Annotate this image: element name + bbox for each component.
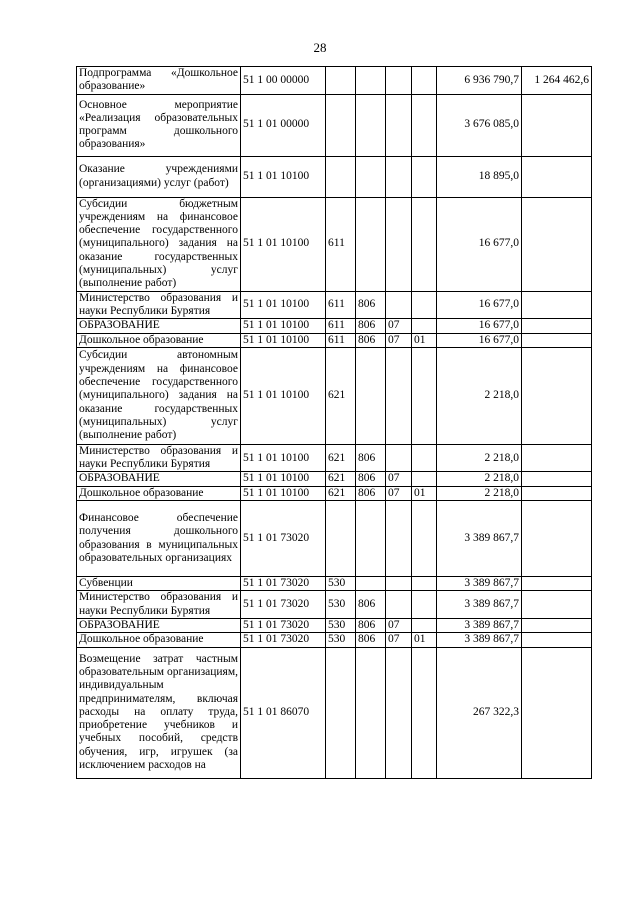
cell-sum2 [522,633,592,647]
cell-code: 51 1 01 10100 [241,444,326,472]
cell-name: Министерство образования и науки Республики Бурятия [77,444,241,472]
cell-rz [386,501,412,577]
cell-sum1: 2 218,0 [437,472,522,486]
cell-grbs [356,67,386,95]
cell-grbs [356,577,386,591]
cell-code: 51 1 01 10100 [241,319,326,333]
cell-sum2 [522,347,592,444]
cell-name: Субсидии автономным учреждениям на финансовое обеспечение государственного (муниципального) задания на оказание государственных (муниципальных) услуг (выполнение работ) [77,347,241,444]
cell-pr [412,501,437,577]
cell-rz [386,591,412,619]
cell-name: Подпрограмма «Дошкольное образование» [77,67,241,95]
cell-vr: 611 [326,197,356,291]
cell-sum1: 2 218,0 [437,444,522,472]
table-row [77,577,592,591]
table-row [77,94,592,156]
cell-sum1: 3 389 867,7 [437,501,522,577]
cell-sum2 [522,319,592,333]
cell-rz [386,197,412,291]
page-number: 28 [313,40,327,55]
cell-rz: 07 [386,472,412,486]
cell-code: 51 1 01 10100 [241,486,326,500]
cell-sum1: 3 389 867,7 [437,618,522,632]
cell-code: 51 1 01 10100 [241,197,326,291]
cell-pr [412,347,437,444]
cell-grbs [356,94,386,156]
cell-pr [412,444,437,472]
cell-vr: 621 [326,472,356,486]
cell-sum2: 1 264 462,6 [522,67,592,95]
cell-sum2 [522,333,592,347]
cell-sum1: 2 218,0 [437,347,522,444]
cell-sum1: 16 677,0 [437,197,522,291]
cell-name: Министерство образования и науки Республики Бурятия [77,291,241,319]
cell-rz [386,347,412,444]
cell-rz: 07 [386,333,412,347]
cell-grbs: 806 [356,472,386,486]
cell-vr [326,501,356,577]
table-row [77,67,592,95]
cell-vr [326,647,356,778]
cell-pr: 01 [412,486,437,500]
cell-rz [386,577,412,591]
cell-name: Субвенции [77,577,241,591]
cell-sum2 [522,618,592,632]
cell-grbs: 806 [356,291,386,319]
cell-sum2 [522,486,592,500]
cell-vr [326,156,356,197]
cell-pr [412,156,437,197]
cell-name: Министерство образования и науки Республики Бурятия [77,591,241,619]
cell-vr: 621 [326,444,356,472]
cell-rz [386,94,412,156]
cell-code: 51 1 01 73020 [241,618,326,632]
cell-sum1: 16 677,0 [437,333,522,347]
cell-pr [412,319,437,333]
cell-code: 51 1 01 73020 [241,591,326,619]
cell-grbs [356,647,386,778]
table-row [77,618,592,632]
cell-name: ОБРАЗОВАНИЕ [77,319,241,333]
cell-sum2 [522,444,592,472]
cell-rz: 07 [386,319,412,333]
cell-pr [412,67,437,95]
cell-vr: 611 [326,333,356,347]
cell-code: 51 1 01 10100 [241,347,326,444]
table-row [77,591,592,619]
cell-grbs: 806 [356,333,386,347]
table-row [77,486,592,500]
cell-grbs [356,347,386,444]
cell-sum1: 3 389 867,7 [437,633,522,647]
cell-sum2 [522,291,592,319]
cell-name: Возмещение затрат частным образовательным организациям, индивидуальным предпринимателям, включая расходы на оплату труда, приобретение учебников и учебных пособий, средств обучения, игр, игрушек (за исключением расходов на [77,647,241,778]
cell-name: Дошкольное образование [77,633,241,647]
cell-vr [326,67,356,95]
cell-grbs: 806 [356,486,386,500]
cell-vr: 530 [326,591,356,619]
cell-sum1: 267 322,3 [437,647,522,778]
cell-grbs: 806 [356,633,386,647]
cell-grbs [356,156,386,197]
cell-sum2 [522,577,592,591]
cell-code: 51 1 01 73020 [241,577,326,591]
cell-name: Дошкольное образование [77,486,241,500]
table-row [77,291,592,319]
cell-sum2 [522,197,592,291]
cell-sum1: 16 677,0 [437,291,522,319]
table-row [77,633,592,647]
cell-sum2 [522,501,592,577]
cell-grbs: 806 [356,618,386,632]
cell-code: 51 1 01 10100 [241,472,326,486]
cell-vr: 611 [326,291,356,319]
cell-pr [412,291,437,319]
cell-vr: 530 [326,633,356,647]
cell-code: 51 1 01 00000 [241,94,326,156]
cell-rz [386,647,412,778]
cell-code: 51 1 01 10100 [241,333,326,347]
cell-sum1: 2 218,0 [437,486,522,500]
table-row [77,156,592,197]
table-row [77,501,592,577]
cell-sum2 [522,94,592,156]
cell-code: 51 1 01 10100 [241,156,326,197]
cell-sum2 [522,647,592,778]
cell-sum2 [522,591,592,619]
cell-vr: 530 [326,577,356,591]
cell-grbs: 806 [356,444,386,472]
cell-sum2 [522,472,592,486]
cell-pr [412,577,437,591]
cell-pr [412,472,437,486]
table-row [77,319,592,333]
cell-name: ОБРАЗОВАНИЕ [77,472,241,486]
cell-sum1: 3 389 867,7 [437,577,522,591]
cell-code: 51 1 01 86070 [241,647,326,778]
cell-pr [412,647,437,778]
cell-vr: 530 [326,618,356,632]
cell-grbs: 806 [356,319,386,333]
cell-vr: 611 [326,319,356,333]
cell-name: Финансовое обеспечение получения дошкольного образования в муниципальных образовательных организациях [77,501,241,577]
table-row [77,333,592,347]
cell-sum1: 16 677,0 [437,319,522,333]
cell-rz [386,291,412,319]
cell-sum1: 18 895,0 [437,156,522,197]
cell-vr [326,94,356,156]
cell-pr [412,591,437,619]
cell-grbs [356,197,386,291]
table-row [77,197,592,291]
cell-grbs: 806 [356,591,386,619]
cell-rz: 07 [386,618,412,632]
cell-name: Оказание учреждениями (организациями) услуг (работ) [77,156,241,197]
table-row [77,444,592,472]
cell-name: ОБРАЗОВАНИЕ [77,618,241,632]
cell-code: 51 1 01 73020 [241,633,326,647]
cell-vr: 621 [326,486,356,500]
cell-grbs [356,501,386,577]
cell-rz: 07 [386,486,412,500]
cell-pr [412,618,437,632]
budget-table [76,66,592,779]
cell-sum1: 3 676 085,0 [437,94,522,156]
cell-sum1: 3 389 867,7 [437,591,522,619]
cell-pr: 01 [412,633,437,647]
cell-pr [412,94,437,156]
cell-vr: 621 [326,347,356,444]
cell-name: Дошкольное образование [77,333,241,347]
cell-code: 51 1 01 10100 [241,291,326,319]
table-row [77,472,592,486]
cell-sum2 [522,156,592,197]
table-row [77,347,592,444]
cell-pr: 01 [412,333,437,347]
cell-rz: 07 [386,633,412,647]
cell-name: Субсидии бюджетным учреждениям на финансовое обеспечение государственного (муниципального) задания на оказание государственных (муниципальных) услуг (выполнение работ) [77,197,241,291]
cell-rz [386,444,412,472]
cell-rz [386,156,412,197]
cell-code: 51 1 01 73020 [241,501,326,577]
cell-code: 51 1 00 00000 [241,67,326,95]
cell-rz [386,67,412,95]
cell-sum1: 6 936 790,7 [437,67,522,95]
table-row [77,647,592,778]
cell-pr [412,197,437,291]
cell-name: Основное мероприятие «Реализация образовательных программ дошкольного образования» [77,94,241,156]
